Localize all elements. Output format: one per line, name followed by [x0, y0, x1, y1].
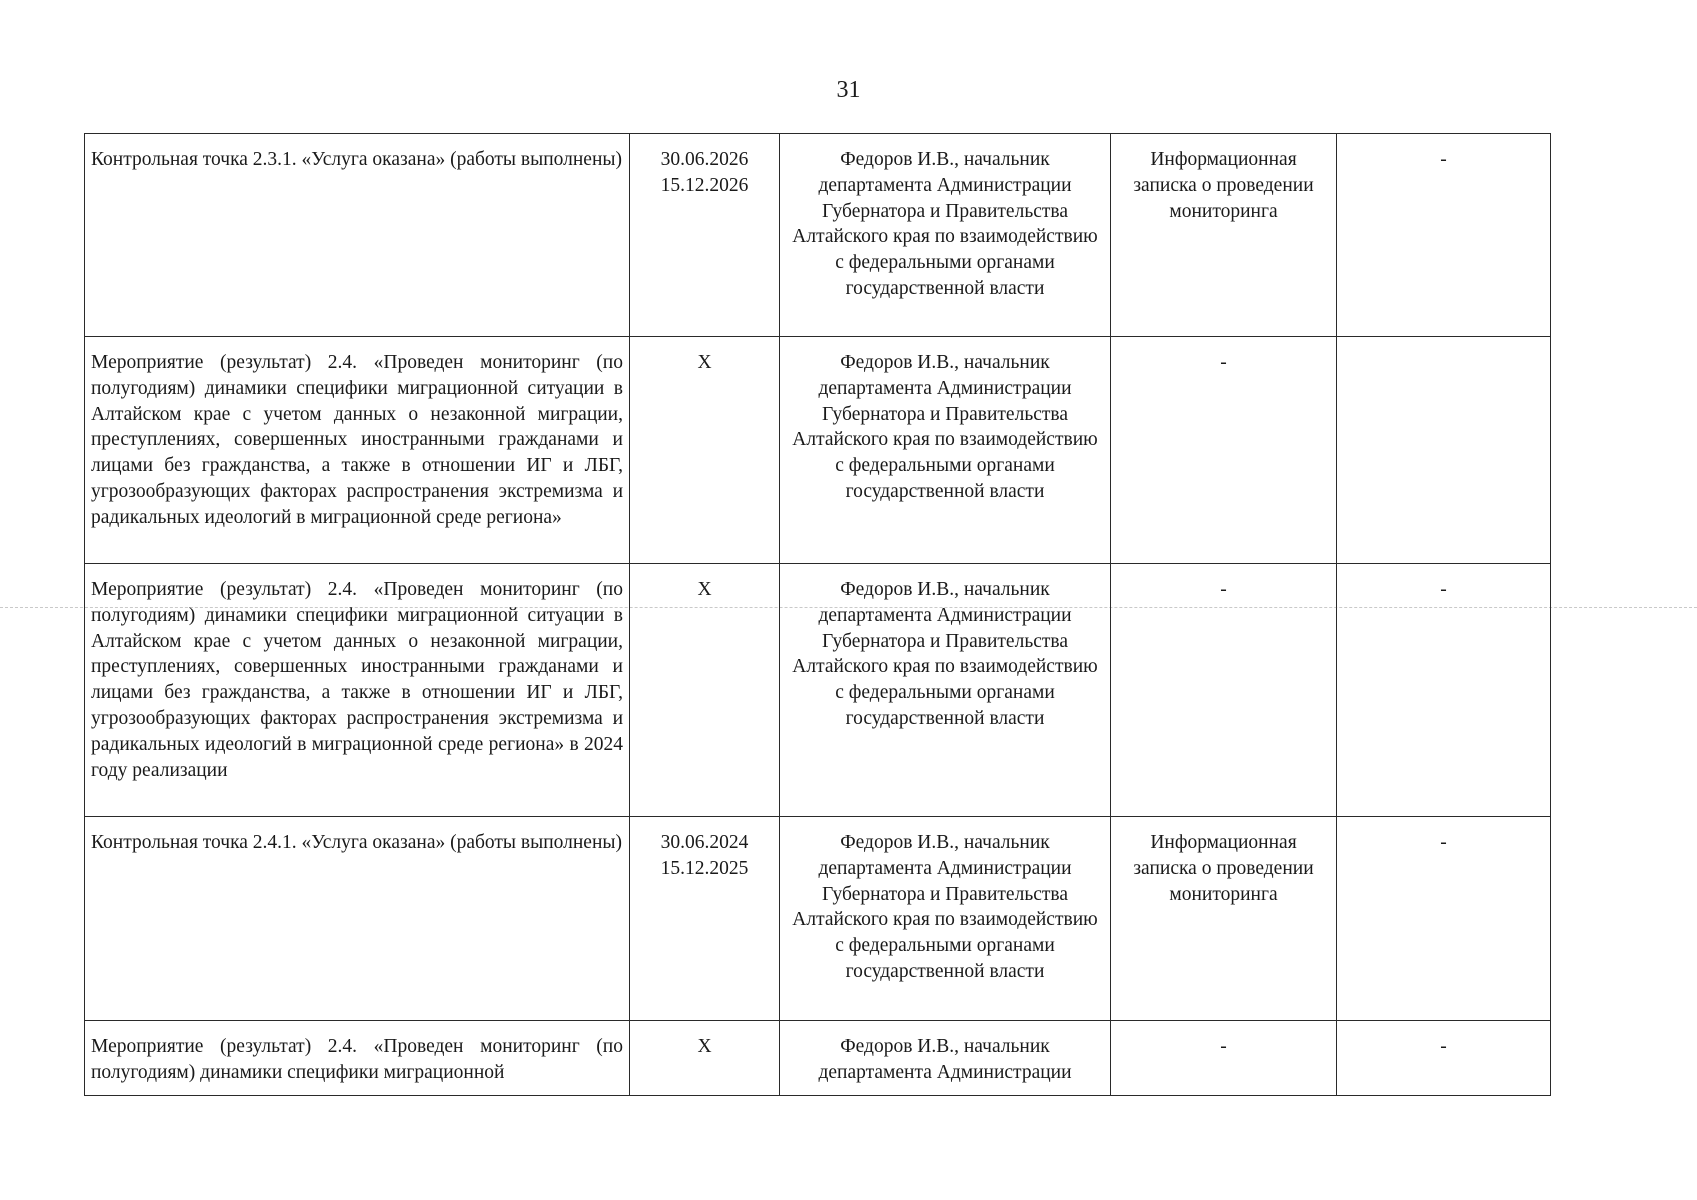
row-name-cell: Мероприятие (результат) 2.4. «Проведен мониторинг (по полугодиям) динамики специфики миграционной ситуации в Алтайском крае с учетом данных о незаконной миграции, преступлениях, совершенных иностранными гражданами и лицами без гражданства, а также в отношении ИГ и ЛБГ, угрозообразующих факторах распространения экстремизма и радикальных идеологий в миграционной среде региона» в 2024 году реализации [85, 564, 630, 817]
row-date-cell [630, 1021, 780, 1096]
row-date-cell [630, 817, 780, 1021]
table-row [85, 817, 1551, 1021]
table-row [85, 337, 1551, 564]
row-responsible-cell: Федоров И.В., начальник департамента Администрации Губернатора и Правительства Алтайского края по взаимодействию с федеральными органами государственной власти [780, 134, 1111, 337]
date-start: 30.06.2024 [660, 832, 749, 853]
row-responsible-cell: Федоров И.В., начальник департамента Администрации Губернатора и Правительства Алтайского края по взаимодействию с федеральными органами государственной власти [780, 337, 1111, 564]
row-document-cell: - [1111, 1021, 1337, 1096]
table-row [85, 564, 1551, 817]
row-responsible-cell: Федоров И.В., начальник департамента Администрации Губернатора и Правительства Алтайского края по взаимодействию с федеральными органами государственной власти [780, 817, 1111, 1021]
date-marker: X [697, 579, 712, 600]
date-end: 15.12.2025 [660, 857, 749, 879]
row-extra-cell: - [1337, 134, 1551, 337]
row-extra-cell: - [1337, 817, 1551, 1021]
row-name-cell: Контрольная точка 2.4.1. «Услуга оказана» (работы выполнены) [85, 817, 630, 1021]
row-extra-cell: - [1337, 564, 1551, 817]
row-responsible-cell: Федоров И.В., начальник департамента Администрации [780, 1021, 1111, 1096]
table-row [85, 134, 1551, 337]
page-number: 31 [836, 77, 861, 103]
row-extra-cell: - [1337, 1021, 1551, 1096]
table-row [85, 1021, 1551, 1096]
date-start: 30.06.2026 [660, 149, 749, 170]
date-end: 15.12.2026 [660, 174, 749, 196]
row-document-cell: Информационная записка о проведении мониторинга [1111, 134, 1337, 337]
row-date-cell [630, 564, 780, 817]
row-name-cell: Контрольная точка 2.3.1. «Услуга оказана» (работы выполнены) [85, 134, 630, 337]
date-marker: X [697, 1036, 712, 1057]
date-marker: X [697, 352, 712, 373]
plan-table [84, 133, 1551, 1096]
row-document-cell: - [1111, 337, 1337, 564]
row-responsible-cell: Федоров И.В., начальник департамента Администрации Губернатора и Правительства Алтайского края по взаимодействию с федеральными органами государственной власти [780, 564, 1111, 817]
row-extra-cell [1337, 337, 1551, 564]
row-name-cell: Мероприятие (результат) 2.4. «Проведен мониторинг (по полугодиям) динамики специфики миграционной [85, 1021, 630, 1096]
row-document-cell: - [1111, 564, 1337, 817]
row-date-cell [630, 134, 780, 337]
row-name-cell: Мероприятие (результат) 2.4. «Проведен мониторинг (по полугодиям) динамики специфики миграционной ситуации в Алтайском крае с учетом данных о незаконной миграции, преступлениях, совершенных иностранными гражданами и лицами без гражданства, а также в отношении ИГ и ЛБГ, угрозообразующих факторах распространения экстремизма и радикальных идеологий в миграционной среде региона» [85, 337, 630, 564]
row-date-cell [630, 337, 780, 564]
row-document-cell: Информационная записка о проведении мониторинга [1111, 817, 1337, 1021]
